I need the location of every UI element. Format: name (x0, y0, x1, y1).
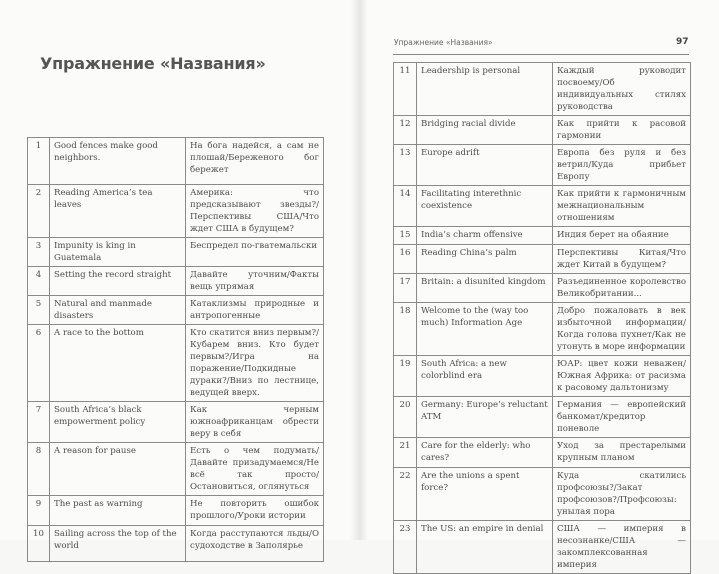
english-headline: Britain: a disunited kingdom (417, 274, 553, 303)
english-headline: Care for the elderly: who cares? (417, 438, 553, 468)
english-headline: Welcome to the (way too much) Information Age (417, 303, 553, 356)
russian-translation: Беспредел по-гватемальски (186, 238, 324, 267)
russian-translation: ЮАР: цвет кожи неважен/Южная Африка: от расизма к расовому дальтонизму (553, 356, 691, 397)
russian-translation: Германия — европейский банкомат/кредитор поневоле (553, 397, 691, 438)
english-headline: Good fences make good neighbors. (50, 138, 186, 185)
table-row (394, 303, 691, 356)
table-row (394, 227, 691, 245)
table-row (394, 274, 691, 303)
english-headline: Setting the record straight (50, 267, 186, 296)
row-number: 11 (394, 63, 417, 116)
page-number: 97 (676, 37, 689, 47)
table-row (394, 245, 691, 274)
russian-translation: Есть о чем подумать/Давайте призадумаемся/Не всё так просто/Остановиться, оглянуться (186, 443, 324, 496)
table-row (394, 356, 691, 397)
table-row (394, 186, 691, 227)
table-row (28, 267, 324, 296)
row-number: 16 (394, 245, 417, 274)
russian-translation: Когда расступаются льды/О судоходстве в Заполярье (186, 526, 324, 562)
page-title: Упражнение «Названия» (40, 54, 266, 73)
row-number: 6 (28, 325, 50, 402)
table-row (28, 526, 324, 562)
header-rule (393, 54, 689, 55)
english-headline: Reading China’s palm (417, 245, 553, 274)
russian-translation: США — империя в несознанке/США — закомплексованная империя (553, 521, 691, 574)
row-number: 3 (28, 238, 50, 267)
row-number: 10 (28, 526, 50, 562)
english-headline: Europe adrift (417, 145, 553, 186)
russian-translation: Не повторить ошибок прошлого/Уроки истории (186, 496, 324, 526)
english-headline: Facilitating interethnic coexistence (417, 186, 553, 227)
row-number: 14 (394, 186, 417, 227)
titles-table-left (27, 137, 324, 562)
row-number: 4 (28, 267, 50, 296)
table-row (28, 138, 324, 185)
table-row (28, 325, 324, 402)
russian-translation: Европа без руля и без ветрил/Куда прибьет Европу (553, 145, 691, 186)
row-number: 21 (394, 438, 417, 468)
russian-translation: Как черным южноафриканцам обрести веру в себя (186, 402, 324, 443)
running-head: Упражнение «Названия» (394, 38, 493, 47)
table-row (394, 397, 691, 438)
english-headline: Reading America’s tea leaves (50, 185, 186, 238)
english-headline: A race to the bottom (50, 325, 186, 402)
table-row (394, 116, 691, 145)
english-headline: Natural and manmade disasters (50, 296, 186, 325)
row-number: 8 (28, 443, 50, 496)
russian-translation: На бога надейся, а сам не плошай/Береженого бог бережет (186, 138, 324, 185)
row-number: 13 (394, 145, 417, 186)
row-number: 7 (28, 402, 50, 443)
row-number: 12 (394, 116, 417, 145)
row-number: 9 (28, 496, 50, 526)
row-number: 22 (394, 468, 417, 521)
russian-translation: Америка: что предсказывают звезды?/Перспективы США/Что ждет США в будущем? (186, 185, 324, 238)
english-headline: The past as warning (50, 496, 186, 526)
row-number: 18 (394, 303, 417, 356)
russian-translation: Куда скатились профсоюзы?/Закат профсоюзов?/Профсоюзы: унылая пора (553, 468, 691, 521)
russian-translation: Каждый руководит посвоему/Об индивидуальных стилях руководства (553, 63, 691, 116)
table-row (28, 402, 324, 443)
row-number: 17 (394, 274, 417, 303)
table-row (394, 521, 691, 574)
english-headline: Germany: Europe’s reluctant ATM (417, 397, 553, 438)
row-number: 20 (394, 397, 417, 438)
russian-translation: Как прийти к гармоничным межнациональным отношениям (553, 186, 691, 227)
row-number: 1 (28, 138, 50, 185)
russian-translation: Давайте уточним/Факты вещь упрямая (186, 267, 324, 296)
table-row (28, 296, 324, 325)
table-row (394, 468, 691, 521)
table-row (28, 443, 324, 496)
english-headline: India’s charm offensive (417, 227, 553, 245)
table-row (394, 63, 691, 116)
english-headline: Leadership is personal (417, 63, 553, 116)
russian-translation: Перспективы Китая/Что ждет Китай в будущем? (553, 245, 691, 274)
table-row (28, 238, 324, 267)
english-headline: The US: an empire in denial (417, 521, 553, 574)
row-number: 5 (28, 296, 50, 325)
titles-table-right (393, 62, 691, 574)
row-number: 15 (394, 227, 417, 245)
table-row (394, 145, 691, 186)
row-number: 23 (394, 521, 417, 574)
table-row (28, 496, 324, 526)
table-row (394, 438, 691, 468)
row-number: 2 (28, 185, 50, 238)
russian-translation: Индия берет на обаяние (553, 227, 691, 245)
english-headline: Impunity is king in Guatemala (50, 238, 186, 267)
english-headline: Bridging racial divide (417, 116, 553, 145)
row-number: 19 (394, 356, 417, 397)
english-headline: South Africa: a new colorblind era (417, 356, 553, 397)
russian-translation: Разъединенное королевство Великобритании... (553, 274, 691, 303)
russian-translation: Как прийти к расовой гармонии (553, 116, 691, 145)
english-headline: South Africa’s black empowerment policy (50, 402, 186, 443)
english-headline: A reason for pause (50, 443, 186, 496)
russian-translation: Катаклизмы природные и антропогенные (186, 296, 324, 325)
english-headline: Are the unions a spent force? (417, 468, 553, 521)
english-headline: Sailing across the top of the world (50, 526, 186, 562)
russian-translation: Кто скатится вниз первым?/Кубарем вниз. Кто будет первым?/Игра на поражение/Подкидные дураки?/Вниз по лестнице, ведущей вверх. (186, 325, 324, 402)
russian-translation: Добро пожаловать в век избыточной информации/Когда голова пухнет/Как не утонуть в море информации (553, 303, 691, 356)
book-spine (350, 0, 368, 540)
table-row (28, 185, 324, 238)
russian-translation: Уход за престарелыми крупным планом (553, 438, 691, 468)
